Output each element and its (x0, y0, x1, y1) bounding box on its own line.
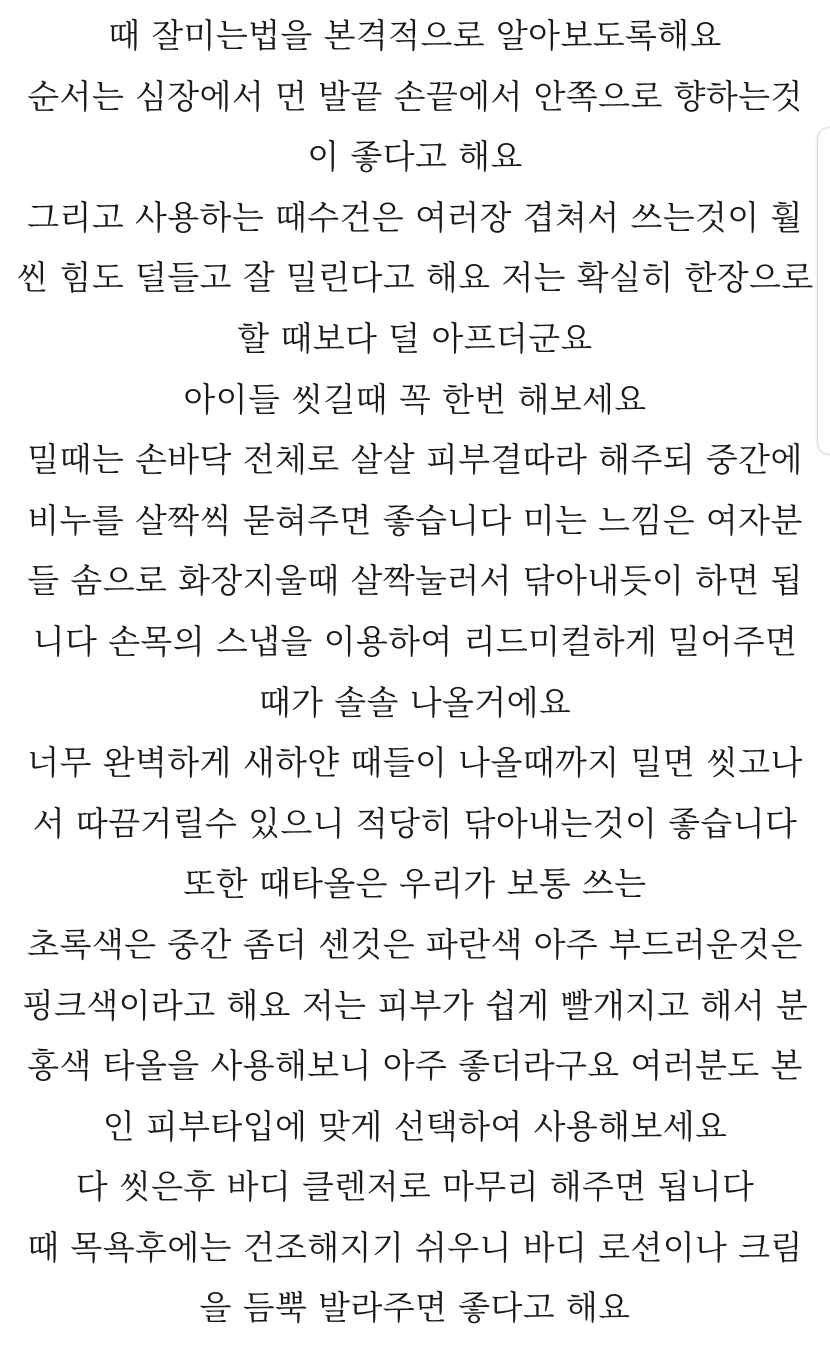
article-line: 아이들 씻길때 꼭 한번 해보세요 (183, 379, 647, 419)
article-line: 순서는 심장에서 먼 발끝 손끝에서 안쪽으로 향하는것 (27, 76, 803, 116)
article-line: 다 씻은후 바디 클렌저로 마무리 해주면 됩니다 (75, 1167, 755, 1207)
article-line: 홍색 타올을 사용해보니 아주 좋더라구요 여러분도 본 (27, 1046, 803, 1086)
article-line: 초록색은 중간 좀더 센것은 파란색 아주 부드러운것은 (27, 924, 803, 964)
article-line: 할 때보다 덜 아프더군요 (237, 318, 593, 358)
article-line: 핑크색이라고 해요 저는 피부가 쉽게 빨개지고 해서 분 (21, 985, 809, 1025)
article-line: 이 좋다고 해요 (307, 137, 523, 177)
article-line: 때 잘미는법을 본격적으로 알아보도록해요 (108, 16, 722, 55)
article-line: 인 피부타입에 맞게 선택하여 사용해보세요 (102, 1106, 728, 1146)
article-line: 을 듬뿍 발라주면 좋다고 해요 (199, 1288, 631, 1328)
article-line: 밀때는 손바닥 전체로 살살 피부결따라 해주되 중간에 (27, 440, 803, 480)
article-line: 그리고 사용하는 때수건은 여러장 겹쳐서 쓰는것이 훨 (27, 197, 803, 237)
article-line: 또한 때타올은 우리가 보통 쓰는 (183, 864, 647, 904)
article-line: 들 솜으로 화장지울때 살짝눌러서 닦아내듯이 하면 됩 (27, 561, 803, 601)
article-line: 너무 완벽하게 새하얀 때들이 나올때까지 밀면 씻고나 (27, 743, 803, 783)
article-line: 비누를 살짝씩 묻혀주면 좋습니다 미는 느낌은 여자분 (27, 500, 803, 540)
article-line: 때 목욕후에는 건조해지기 쉬우니 바디 로션이나 크림 (27, 1227, 803, 1267)
article-body (0, 6, 830, 1339)
article-line: 때가 솔솔 나올거에요 (258, 682, 572, 722)
scrollbar-handle[interactable] (818, 128, 830, 454)
article-line: 니다 손목의 스냅을 이용하여 리드미컬하게 밀어주면 (32, 621, 798, 661)
article-line: 씬 힘도 덜들고 잘 밀린다고 해요 저는 확실히 한장으로 (16, 258, 814, 298)
article-line: 서 따끔거릴수 있으니 적당히 닦아내는것이 좋습니다 (32, 803, 798, 843)
